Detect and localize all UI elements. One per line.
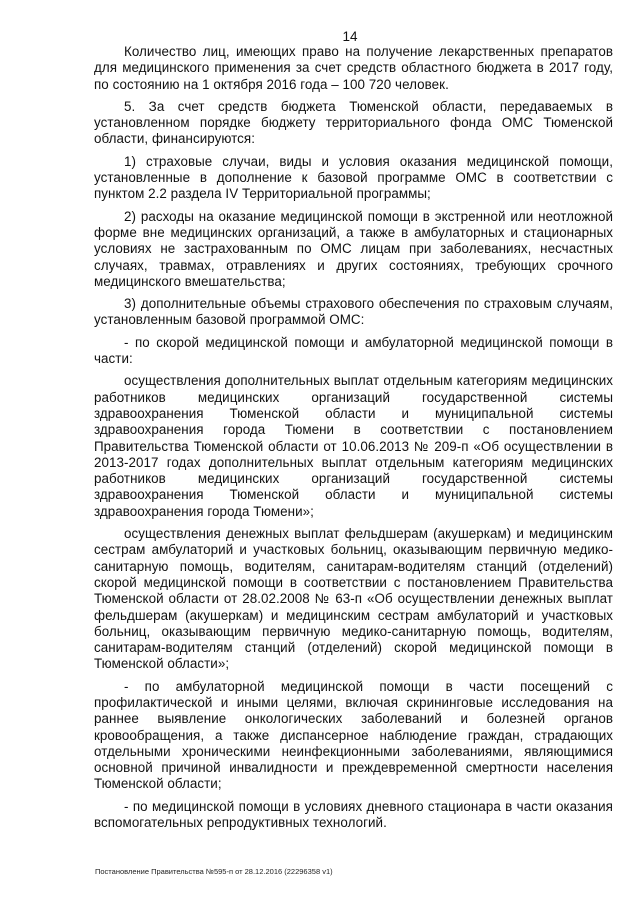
- paragraph-additional-payments: осуществления дополнительных выплат отдельным категориям медицинских работников медицинских организаций государственной системы здравоохранения Тюменской области и муниципальной системы здравоохранения города Тюмени в соответствии с постановлением Правительства Тюменской области от 10.06.2013 № 209-п «Об осуществлении в 2013-2017 годах дополнительных выплат отдельным категориям медицинских работников медицинских организаций государственной системы здравоохранения Тюменской области и муниципальной системы здравоохранения города Тюмени»;: [94, 373, 613, 519]
- document-footer: Постановление Правительства №595-п от 28.12.2016 (22296358 v1): [95, 867, 333, 876]
- document-body: [94, 44, 613, 831]
- paragraph-subitem-2: 2) расходы на оказание медицинской помощи в экстренной или неотложной форме вне медицинских организаций, а также в амбулаторных и стационарных условиях не застрахованным по ОМС лицам при заболеваниях, несчастных случаях, травмах, отравлениях и других состояниях, требующих срочного медицинского вмешательства;: [94, 208, 613, 289]
- paragraph-day-hospital: - по медицинской помощи в условиях дневного стационара в части оказания вспомогательных репродуктивных технологий.: [94, 798, 613, 831]
- paragraph-eligible-persons: Количество лиц, имеющих право на получение лекарственных препаратов для медицинского применения за счет средств областного бюджета в 2017 году, по состоянию на 1 октября 2016 года – 100 720 человек.: [94, 44, 613, 92]
- paragraph-ambulance-care: - по скорой медицинской помощи и амбулаторной медицинской помощи в части:: [94, 334, 613, 367]
- paragraph-item-5: 5. За счет средств бюджета Тюменской области, передаваемых в установленном порядке бюджету территориального фонда ОМС Тюменской области, финансируются:: [94, 98, 613, 147]
- paragraph-subitem-3: 3) дополнительные объемы страхового обеспечения по страховым случаям, установленным базовой программой ОМС:: [94, 296, 613, 328]
- paragraph-cash-payments: осуществления денежных выплат фельдшерам (акушеркам) и медицинским сестрам амбулаторий и участковых больниц, оказывающим первичную медико-санитарную помощь, водителям, санитарам-водителям станций (отделений) скорой медицинской помощи в соответствии с постановлением Правительства Тюменской области от 28.02.2008 № 63-п «Об осуществлении денежных выплат фельдшерам (акушеркам) и медицинским сестрам амбулаторий и участковых больниц, оказывающим первичную медико-санитарную помощь, водителям, санитарам-водителям станций (отделений) скорой медицинской помощи в Тюменской области»;: [94, 526, 613, 672]
- page-number: 14: [342, 29, 358, 44]
- paragraph-subitem-1: 1) страховые случаи, виды и условия оказания медицинской помощи, установленные в дополнение к базовой программе ОМС в соответствии с пунктом 2.2 раздела IV Территориальной программы;: [94, 153, 613, 202]
- paragraph-outpatient-care: - по амбулаторной медицинской помощи в части посещений с профилактической и иными целями, включая скрининговые исследования на раннее выявление онкологических заболеваний и болезней органов кровообращения, а также диспансерное наблюдение граждан, страдающих отдельными хроническими неинфекционными заболеваниями, являющимися основной причиной инвалидности и преждевременной смертности населения Тюменской области;: [94, 678, 613, 792]
